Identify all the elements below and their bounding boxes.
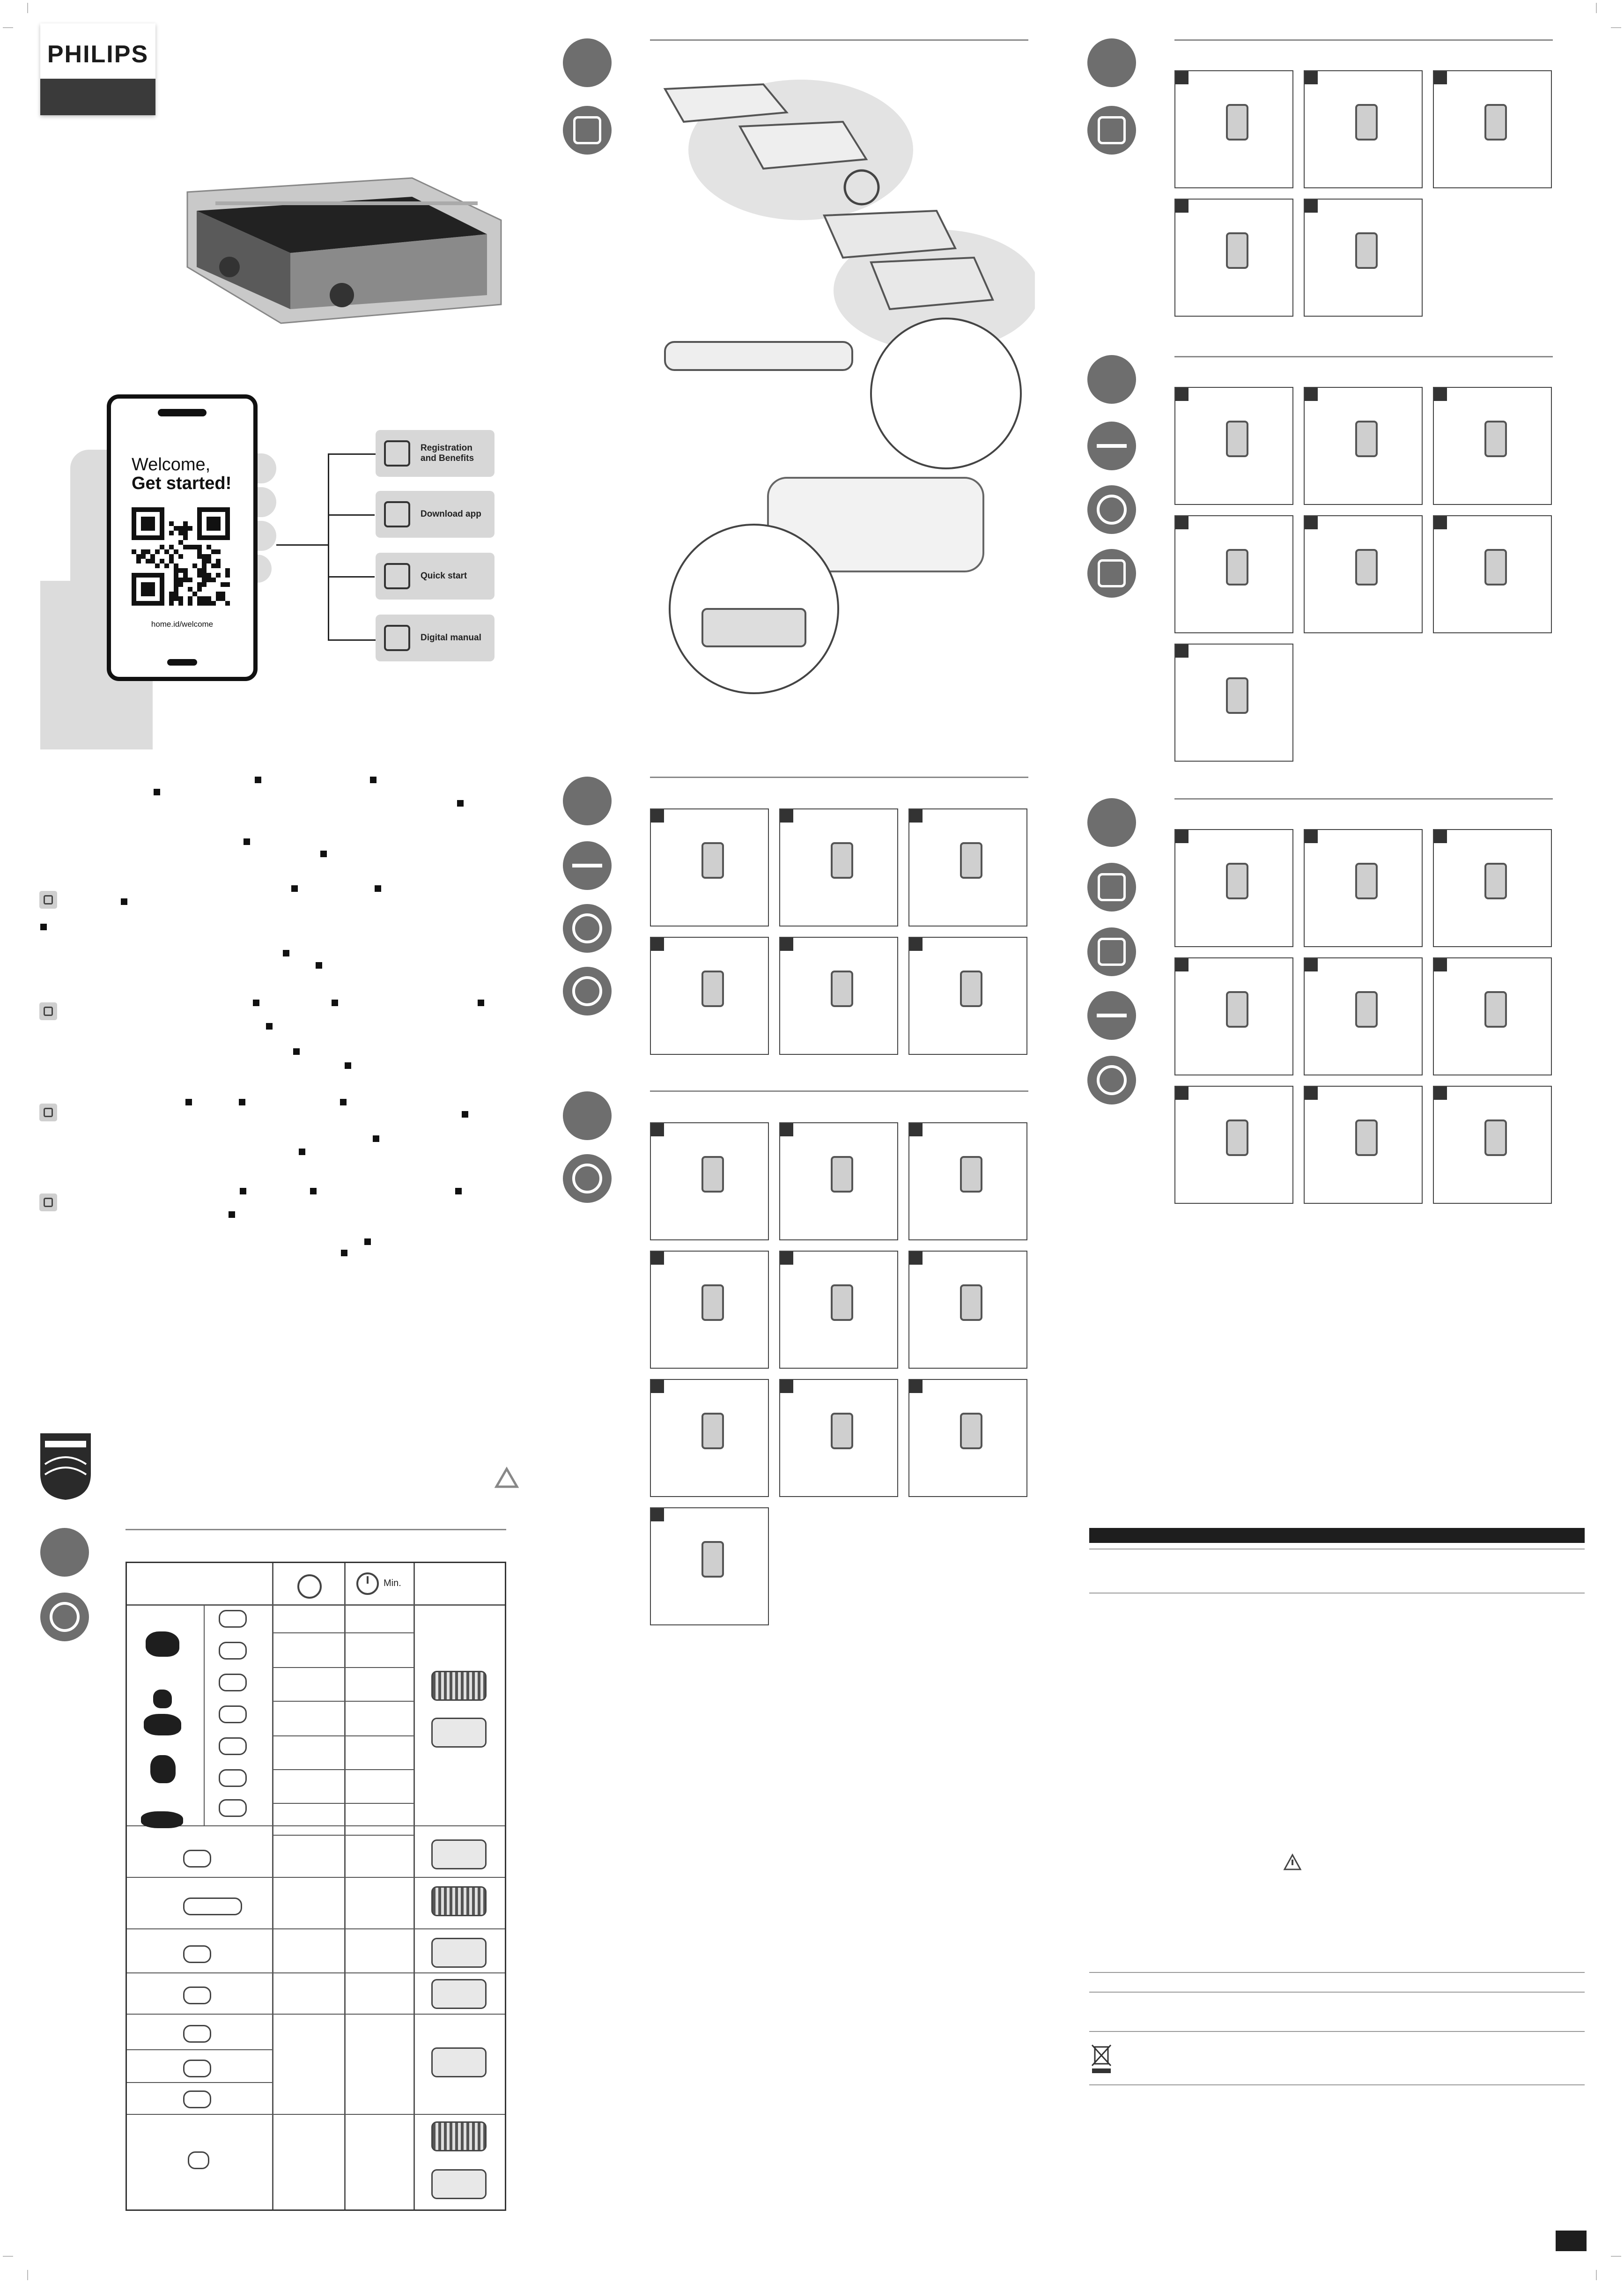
language-marker bbox=[340, 1099, 347, 1105]
instruction-panel bbox=[1433, 1086, 1552, 1204]
instruction-panel bbox=[650, 808, 769, 927]
language-marker bbox=[185, 1099, 192, 1105]
menu-digital-manual[interactable]: Digital manual bbox=[376, 615, 495, 661]
steak-icon bbox=[219, 1674, 247, 1691]
language-marker bbox=[40, 924, 47, 930]
info-header-bar bbox=[1089, 1528, 1585, 1543]
product-image bbox=[178, 155, 520, 351]
language-marker bbox=[266, 1023, 273, 1030]
language-marker bbox=[253, 1000, 259, 1006]
language-marker bbox=[364, 1238, 371, 1245]
people-icon bbox=[39, 891, 57, 909]
book-icon bbox=[384, 625, 410, 651]
language-marker bbox=[332, 1000, 338, 1006]
grill-plate-icon bbox=[431, 2121, 487, 2151]
language-marker bbox=[455, 1188, 462, 1194]
instruction-panel bbox=[1174, 644, 1293, 762]
video-icon bbox=[39, 1104, 57, 1121]
step-badge-3 bbox=[563, 1091, 612, 1140]
language-marker bbox=[462, 1111, 468, 1118]
app-icon bbox=[384, 501, 410, 527]
language-marker bbox=[373, 1135, 379, 1142]
instruction-panel bbox=[908, 937, 1027, 1055]
egg-plate-icon bbox=[431, 1979, 487, 2009]
flat-plate-icon bbox=[431, 2169, 487, 2199]
language-marker bbox=[341, 1250, 347, 1256]
instruction-panel bbox=[650, 1379, 769, 1497]
menu-registration[interactable]: Registration and Benefits bbox=[376, 430, 495, 477]
keep-warm-badge bbox=[563, 967, 612, 1015]
meat-badge bbox=[1087, 485, 1136, 534]
language-marker bbox=[244, 838, 250, 845]
welcome-url[interactable]: home.id/welcome bbox=[151, 620, 214, 629]
app-icon bbox=[39, 1002, 57, 1020]
step-badge-2 bbox=[563, 777, 612, 825]
instruction-panel bbox=[779, 937, 898, 1055]
mushroom-icon bbox=[183, 2025, 211, 2043]
instruction-panel bbox=[908, 808, 1027, 927]
instruction-panel bbox=[1304, 387, 1423, 505]
language-marker bbox=[320, 851, 327, 857]
language-marker bbox=[121, 898, 127, 905]
step-badge-6 bbox=[1087, 798, 1136, 847]
vegetable-icon bbox=[183, 2060, 211, 2077]
warning-icon bbox=[1283, 1853, 1302, 1872]
cooking-guide-table bbox=[125, 1562, 506, 2211]
instruction-panel bbox=[1304, 829, 1423, 947]
instruction-panel bbox=[1174, 957, 1293, 1075]
drumstick-icon bbox=[219, 1737, 247, 1755]
menu-download-app[interactable]: Download app bbox=[376, 491, 495, 538]
language-marker bbox=[310, 1188, 317, 1194]
language-marker bbox=[457, 800, 464, 807]
instruction-panel bbox=[1174, 199, 1293, 317]
language-marker bbox=[316, 962, 322, 969]
fish-icon bbox=[141, 1811, 183, 1828]
unbox-icon bbox=[563, 106, 612, 155]
flat-plate-icon bbox=[431, 1938, 487, 1968]
language-marker bbox=[370, 777, 376, 783]
people-icon bbox=[384, 440, 410, 467]
instruction-panel bbox=[1433, 387, 1552, 505]
instruction-panel bbox=[908, 1379, 1027, 1497]
instruction-panel bbox=[650, 1507, 769, 1625]
instruction-panel bbox=[1174, 829, 1293, 947]
flat-plate-icon bbox=[431, 1839, 487, 1869]
pork-icon bbox=[144, 1714, 181, 1735]
menu-quick-start[interactable]: Quick start bbox=[376, 553, 495, 600]
grill-badge bbox=[1087, 422, 1136, 470]
instruction-panel bbox=[908, 1251, 1027, 1369]
drumstick-icon bbox=[219, 1705, 247, 1723]
fish-fillet-icon bbox=[219, 1799, 247, 1817]
step-badge-table bbox=[40, 1528, 89, 1577]
language-marker bbox=[375, 885, 381, 892]
language-marker bbox=[255, 777, 261, 783]
instruction-panel bbox=[908, 1122, 1027, 1240]
step-badge-5 bbox=[1087, 355, 1136, 404]
language-marker bbox=[239, 1099, 245, 1105]
instruction-panel bbox=[779, 1379, 898, 1497]
step-badge-4 bbox=[1087, 38, 1136, 87]
instruction-panel bbox=[779, 1122, 898, 1240]
language-marker bbox=[283, 950, 289, 956]
instruction-panel bbox=[1304, 70, 1423, 188]
language-marker bbox=[293, 1048, 300, 1055]
instruction-panel bbox=[1304, 199, 1423, 317]
keep-warm-icon bbox=[188, 2151, 209, 2169]
instruction-panel bbox=[1304, 1086, 1423, 1204]
temperature-dial-icon bbox=[294, 1572, 326, 1601]
philips-logo bbox=[40, 23, 155, 115]
minutes-header: Min. bbox=[384, 1578, 401, 1588]
book-icon bbox=[39, 1193, 57, 1211]
chicken-icon bbox=[150, 1755, 176, 1783]
language-marker bbox=[291, 885, 298, 892]
grill-plate-icon bbox=[431, 1671, 487, 1701]
flat-plate-icon bbox=[431, 1718, 487, 1748]
instruction-panel bbox=[650, 1251, 769, 1369]
language-marker bbox=[229, 1211, 235, 1218]
instruction-panel bbox=[1304, 957, 1423, 1075]
page-number-box bbox=[1556, 2231, 1587, 2251]
burger-badge bbox=[1087, 549, 1136, 598]
phone-illustration bbox=[107, 394, 258, 681]
defrost-badge bbox=[563, 904, 612, 953]
get-started-line: Get started! bbox=[132, 474, 232, 493]
wings-icon bbox=[219, 1769, 247, 1787]
instruction-panel bbox=[1174, 387, 1293, 505]
flat-plate-badge bbox=[1087, 991, 1136, 1040]
instruction-panel bbox=[1433, 70, 1552, 188]
wrench-badge bbox=[1087, 106, 1136, 155]
instruction-panel bbox=[1304, 515, 1423, 633]
steak-icon bbox=[219, 1610, 247, 1628]
steak-icon bbox=[219, 1642, 247, 1660]
language-marker bbox=[345, 1062, 351, 1069]
flat-plate-badge bbox=[563, 841, 612, 890]
welcome-line: Welcome, bbox=[132, 455, 211, 474]
instruction-panel bbox=[650, 937, 769, 1055]
vegetables-badge bbox=[1087, 1056, 1136, 1104]
assembly-illustration bbox=[646, 56, 1035, 712]
instruction-panel bbox=[650, 1122, 769, 1240]
sausage-icon bbox=[183, 1945, 211, 1963]
instruction-panel bbox=[779, 808, 898, 927]
instruction-panel bbox=[1433, 515, 1552, 633]
cleaning-badge bbox=[563, 1154, 612, 1203]
tray-badge bbox=[1087, 863, 1136, 912]
flat-plate-icon bbox=[431, 2047, 487, 2077]
instruction-panel bbox=[1174, 70, 1293, 188]
timer-icon bbox=[354, 1571, 381, 1597]
language-marker bbox=[154, 789, 160, 795]
language-marker bbox=[478, 1000, 484, 1006]
defrost-icon bbox=[183, 2090, 211, 2108]
language-marker bbox=[240, 1188, 246, 1194]
instruction-panel bbox=[1174, 1086, 1293, 1204]
shrimp-icon bbox=[183, 1850, 211, 1868]
skewer-icon bbox=[183, 1898, 242, 1915]
qr-code[interactable] bbox=[132, 507, 230, 606]
video-icon bbox=[384, 563, 410, 589]
step-badge-1 bbox=[563, 38, 612, 87]
instruction-panel bbox=[779, 1251, 898, 1369]
lamb-icon bbox=[153, 1690, 172, 1708]
beef-icon bbox=[146, 1631, 179, 1657]
recycle-icon bbox=[490, 1465, 524, 1499]
instruction-panel bbox=[1174, 515, 1293, 633]
instruction-panel bbox=[1433, 957, 1552, 1075]
temperature-dial-badge bbox=[40, 1593, 89, 1641]
egg-icon bbox=[183, 1987, 211, 2004]
brand-name: PHILIPS bbox=[47, 41, 149, 68]
language-marker bbox=[299, 1149, 305, 1155]
grill-plate-icon bbox=[431, 1886, 487, 1916]
philips-shield-icon bbox=[38, 1431, 93, 1502]
pancake-badge bbox=[1087, 927, 1136, 976]
instruction-panel bbox=[1433, 829, 1552, 947]
weee-bin-icon bbox=[1090, 2042, 1113, 2075]
